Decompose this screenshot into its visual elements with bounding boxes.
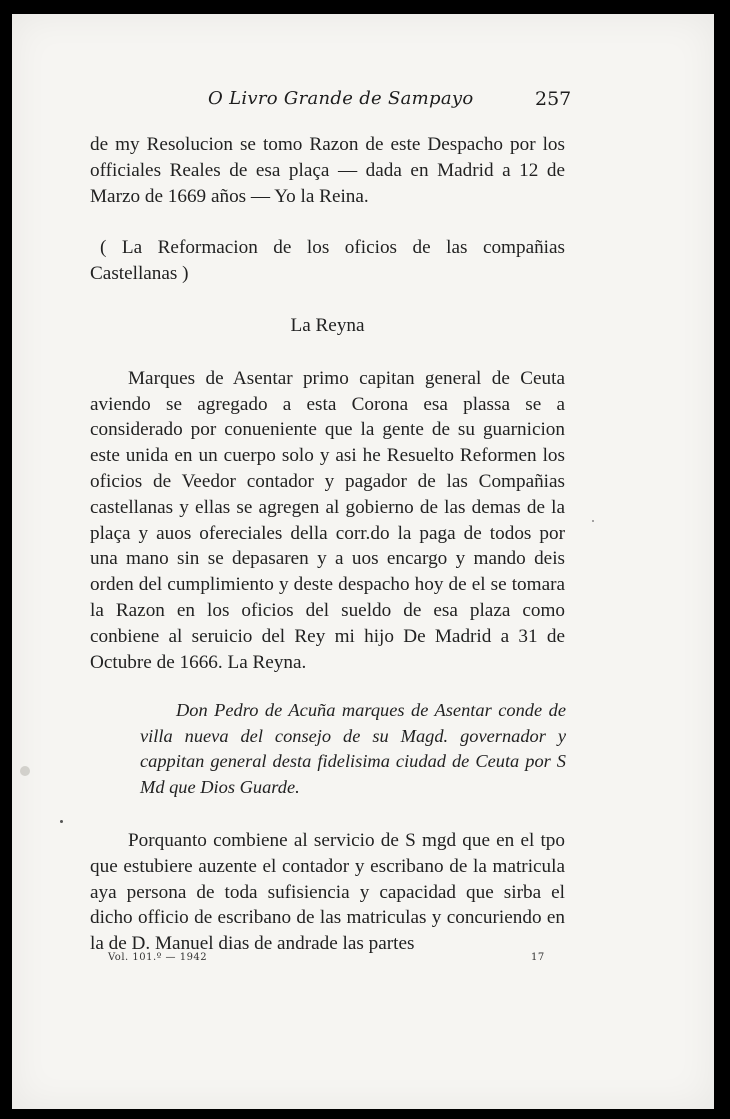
footer-signature: 17 [531, 952, 545, 963]
paragraph-3: Marques de Asentar primo capitan general de Ceuta aviendo se agregado a esta Corona esa plassa se a considerado por conueniente que la gente de su guarnicion este unida en un cuerpo solo y asi he Resuelto Reformen los oficios de Veedor contador y pagador de las Compañias castellanas y ellas se agregen al gobierno de las demas de la plaça y auos ofereciales della corr.do la paga de todos por una mano sin se depasaren y a uos encargo y mando deis orden del cumplimiento y deste despacho hoy de el se tomara la Razon en los oficios del sueldo de esa plaza como conbiene al seruicio del Rey mi hijo De Madrid a 31 de Octubre de 1666. La Reyna. [90, 367, 565, 673]
paper-stain [20, 766, 30, 776]
running-title: O Livro Grande de Sampayo [208, 88, 474, 109]
ink-dot [592, 520, 594, 522]
body-text [90, 132, 565, 675]
paragraph-2: ( La Reformacion de los oficios de las compañias Castellanas ) [90, 237, 565, 285]
page-header [12, 88, 714, 112]
page-number: 257 [535, 88, 572, 110]
paragraph-1: de my Resolucion se tomo Razon de este Despacho por los officiales Reales de esa plaça — dada en Madrid a 12 de Marzo de 1669 años — Yo la Reina. [90, 134, 565, 207]
page-footer [12, 952, 714, 968]
paragraph-5: Porquanto combiene al servicio de S mgd que en el tpo que estubiere auzente el contador y escribano de la matricula aya persona de toda sufisiencia y capacidad que sirba el dicho officio de escribano de las matriculas y concuriendo en la de D. Manuel dias de andrade las partes [90, 830, 565, 955]
italic-decree-block [140, 698, 566, 800]
paragraph-5-block [90, 828, 565, 957]
ink-dot [60, 820, 63, 823]
section-heading: La Reyna [290, 314, 365, 336]
paragraph-4-italic: Don Pedro de Acuña marques de Asentar conde de villa nueva del consejo de su Magd. governador y cappitan general desta fidelisima ciudad de Ceuta por S Md que Dios Guarde. [140, 700, 566, 797]
footer-volume: Vol. 101.º — 1942 [108, 952, 208, 963]
book-page [12, 14, 714, 1109]
